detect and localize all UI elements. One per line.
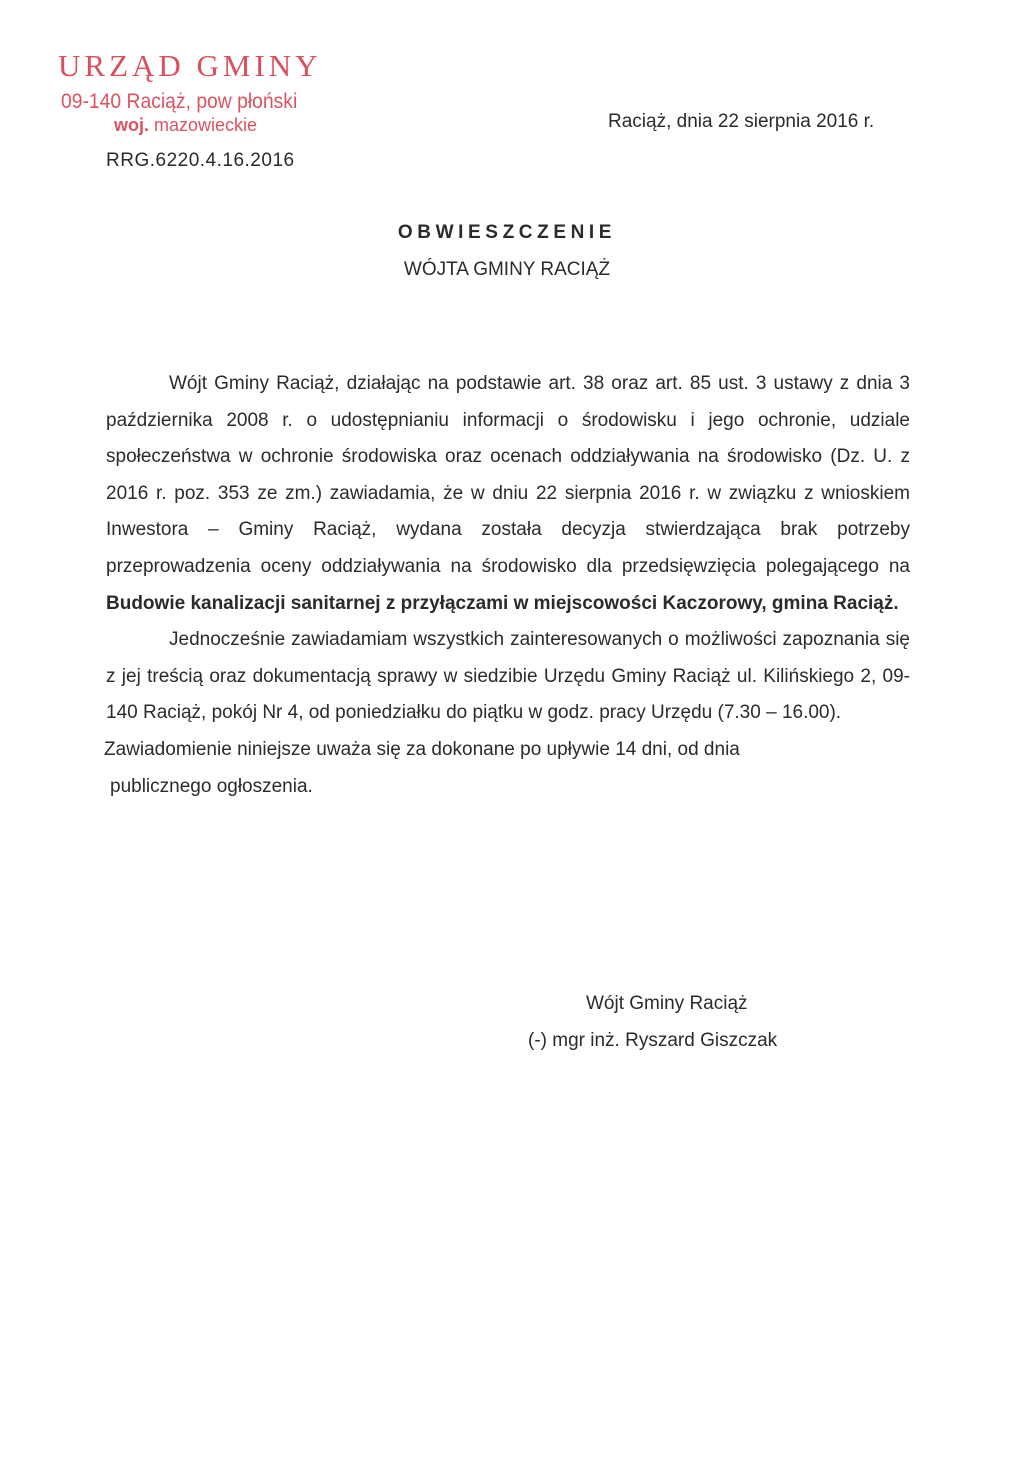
stamp-office-name: URZĄD GMINY xyxy=(58,48,322,83)
project-name: Budowie kanalizacji sanitarnej z przyłączami w miejscowości Kaczorowy, gmina Raciąż. xyxy=(106,592,899,614)
stamp-voivodeship-name: mazowieckie xyxy=(149,115,258,135)
stamp-voivodeship xyxy=(114,116,322,134)
paragraph-decision-text: Wójt Gminy Raciąż, działając na podstawie art. 38 oraz art. 85 ust. 3 ustawy z dnia 3 października 2008 r. o udostępnianiu informacji o środowisku i jego ochronie, udziale społeczeństwa w ochronie środowiska oraz ocenach oddziaływania na środowisko (Dz. U. z 2016 r. poz. 353 ze zm.) zawiadamia, że w dniu 22 sierpnia 2016 r. w związku z wnioskiem Inwestora – Gminy Raciąż, wydana została decyzja stwierdzająca brak potrzeby przeprowadzenia oceny oddziaływania na środowisko dla przedsięwzięcia polegającego na xyxy=(106,373,910,577)
signature-block xyxy=(528,985,777,1059)
stamp-address: 09-140 Raciąż, pow płoński xyxy=(61,90,298,113)
paragraph-effective: Zawiadomienie niniejsze uważa się za dokonane po upływie 14 dni, od dnia xyxy=(104,738,740,760)
stamp-voivodeship-prefix: woj. xyxy=(114,115,149,135)
document-subtitle: WÓJTA GMINY RACIĄŻ xyxy=(403,259,611,280)
office-stamp xyxy=(58,50,322,134)
document-title: OBWIESZCZENIE xyxy=(397,222,617,243)
notice-body xyxy=(106,366,910,805)
paragraph-decision xyxy=(106,366,910,622)
place-and-date: Raciąż, dnia 22 sierpnia 2016 r. xyxy=(608,111,875,132)
paragraph-effective-end: publicznego ogłoszenia. xyxy=(110,775,313,797)
signatory-name: (-) mgr inż. Ryszard Giszczak xyxy=(528,1030,778,1051)
reference-number: RRG.6220.4.16.2016 xyxy=(106,150,295,171)
signatory-title: Wójt Gminy Raciąż xyxy=(586,993,748,1014)
paragraph-access: Jednocześnie zawiadamiam wszystkich zainteresowanych o możliwości zapoznania się z jej treścią oraz dokumentacją sprawy w siedzibie Urzędu Gminy Raciąż ul. Kilińskiego 2, 09-140 Raciąż, pokój Nr 4, od poniedziałku do piątku w godz. pracy Urzędu (7.30 – 16.00). xyxy=(106,629,910,724)
